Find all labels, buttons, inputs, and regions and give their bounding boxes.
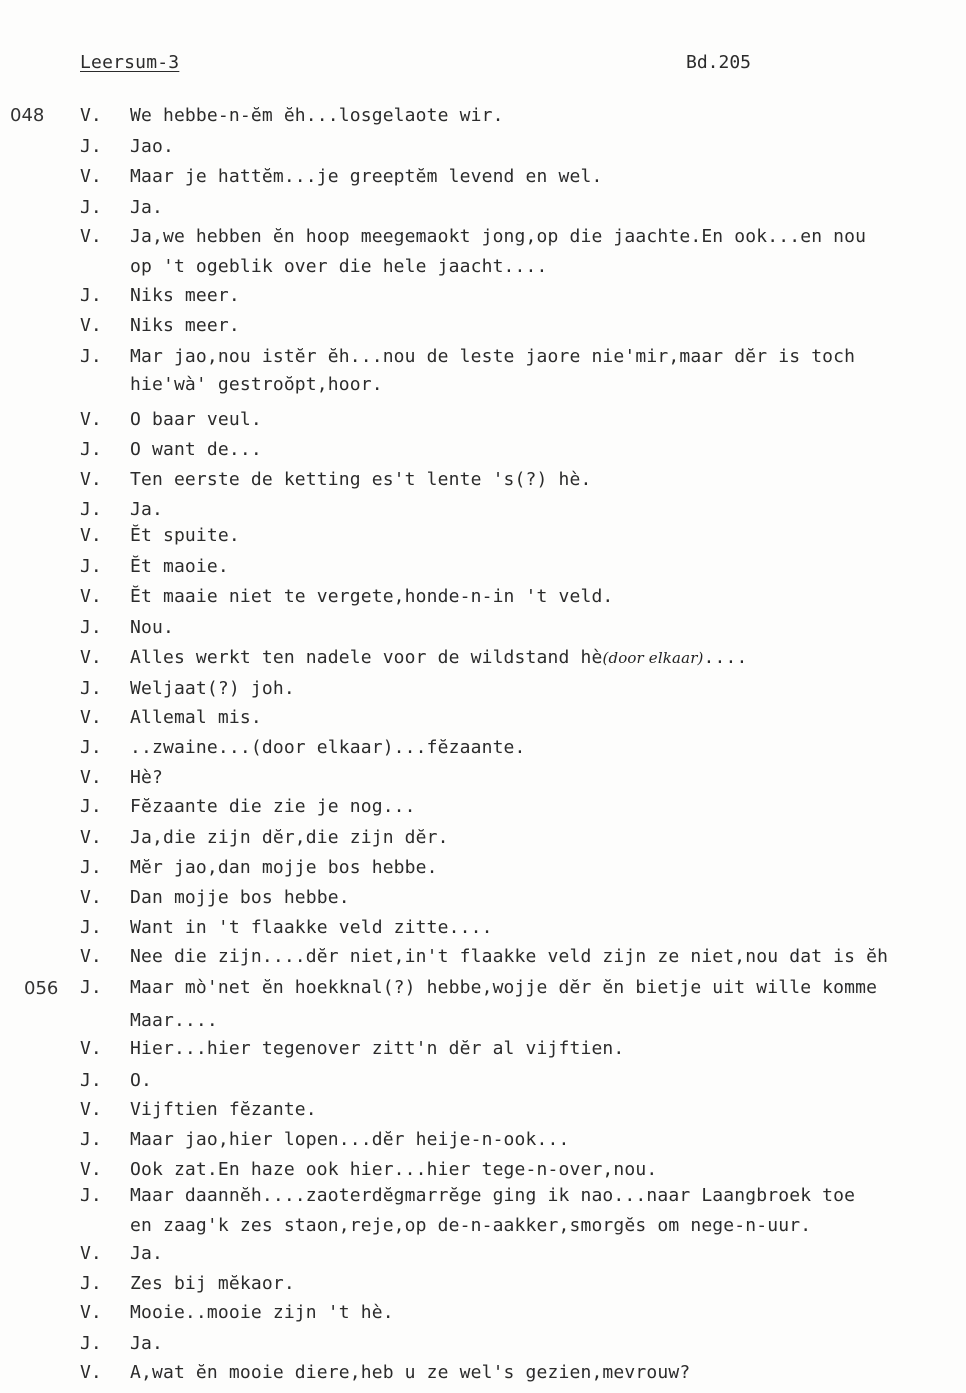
dialogue-line: [0, 737, 966, 765]
utterance-main: Want in 't flaakke veld zitte....: [130, 917, 493, 938]
dialogue-line: [0, 946, 966, 974]
speaker-label: J.: [80, 1333, 102, 1354]
utterance-text: [130, 256, 548, 277]
dialogue-line: [0, 887, 966, 915]
speaker-label: J.: [80, 917, 102, 938]
dialogue-line: [0, 857, 966, 885]
dialogue-line: [0, 707, 966, 735]
speaker-label: V.: [80, 469, 102, 490]
speaker-label: V.: [80, 707, 102, 728]
utterance-text: [130, 1099, 317, 1120]
dialogue-line: [0, 374, 966, 402]
dialogue-line: [0, 226, 966, 254]
utterance-text: [130, 917, 493, 938]
utterance-main: Alles werkt ten nadele voor de wildstand hè: [130, 647, 603, 668]
dialogue-line: [0, 285, 966, 313]
utterance-text: [130, 166, 602, 187]
dialogue-line: [0, 1302, 966, 1330]
utterance-text: [130, 678, 295, 699]
utterance-text: [130, 707, 262, 728]
utterance-main: Dan mojje bos hebbe.: [130, 887, 350, 908]
utterance-main: Zes bij mĕkaor.: [130, 1273, 295, 1294]
page-reference: Bd.205: [686, 52, 752, 73]
utterance-main: Ja,die zijn dĕr,die zijn dĕr.: [130, 827, 449, 848]
utterance-text: [130, 1362, 690, 1383]
speaker-label: V.: [80, 166, 102, 187]
dialogue-line: [0, 1185, 966, 1213]
dialogue-line: [0, 439, 966, 467]
dialogue-line: [0, 469, 966, 497]
utterance-text: [130, 946, 888, 967]
speaker-label: V.: [80, 226, 102, 247]
speaker-label: V.: [80, 1159, 102, 1180]
utterance-main: Nou.: [130, 617, 174, 638]
dialogue-line: [0, 105, 966, 133]
speaker-label: J.: [80, 439, 102, 460]
utterance-main: en zaag'k zes staon,reje,op de-n-aakker,smorgĕs om nege-n-uur.: [130, 1215, 812, 1236]
utterance-text: [130, 796, 416, 817]
dialogue-line: [0, 197, 966, 225]
dialogue-line: [0, 647, 966, 675]
dialogue-line: [0, 315, 966, 343]
utterance-text: [130, 136, 174, 157]
speaker-label: V.: [80, 647, 102, 668]
dialogue-line: [0, 1099, 966, 1127]
utterance-text: [130, 1010, 218, 1031]
utterance-text: [130, 647, 747, 668]
utterance-main: O.: [130, 1070, 152, 1091]
utterance-text: [130, 1273, 295, 1294]
dialogue-line: [0, 796, 966, 824]
utterance-main: Ja.: [130, 197, 163, 218]
utterance-main: hie'wà' gestroŏpt,hoor.: [130, 374, 383, 395]
dialogue-line: [0, 678, 966, 706]
margin-counter-048: 048: [10, 105, 45, 126]
utterance-text: [130, 1215, 811, 1236]
utterance-text: [130, 525, 240, 546]
dialogue-line: [0, 767, 966, 795]
speaker-label: J.: [80, 285, 102, 306]
dialogue-line: [0, 1038, 966, 1066]
speaker-label: J.: [80, 678, 102, 699]
utterance-main: Niks meer.: [130, 285, 240, 306]
utterance-main: op 't ogeblik over die hele jaacht....: [130, 256, 548, 277]
utterance-main: Mooie..mooie zijn 't hè.: [130, 1302, 394, 1323]
utterance-main: Mĕr jao,dan mojje bos hebbe.: [130, 857, 438, 878]
utterance-main: Weljaat(?) joh.: [130, 678, 295, 699]
utterance-main: Fĕzaante die zie je nog...: [130, 796, 416, 817]
utterance-text: [130, 1243, 163, 1264]
utterance-main: Ja.: [130, 1333, 163, 1354]
utterance-main: We hebbe-n-ĕm ĕh...losgelaote wir.: [130, 105, 504, 126]
speaker-label: J.: [80, 737, 102, 758]
utterance-text: [130, 346, 855, 367]
dialogue-line: [0, 586, 966, 614]
speaker-label: J.: [80, 1273, 102, 1294]
utterance-text: [130, 977, 877, 998]
utterance-main: Hè?: [130, 767, 163, 788]
dialogue-line: [0, 166, 966, 194]
utterance-text: [130, 1038, 624, 1059]
utterance-text: [130, 1185, 855, 1206]
dialogue-line: [0, 556, 966, 584]
utterance-main: Allemal mis.: [130, 707, 262, 728]
speaker-label: J.: [80, 1185, 102, 1206]
dialogue-line: [0, 617, 966, 645]
dialogue-line: [0, 525, 966, 553]
speaker-label: V.: [80, 1243, 102, 1264]
utterance-text: [130, 374, 383, 395]
dialogue-line: [0, 1243, 966, 1271]
utterance-main: Ĕt maaie niet te vergete,honde-n-in 't veld.: [130, 586, 614, 607]
speaker-label: V.: [80, 767, 102, 788]
speaker-label: J.: [80, 617, 102, 638]
utterance-text: [130, 1129, 569, 1150]
dialogue-line: [0, 1129, 966, 1157]
utterance-main: Nee die zijn....dĕr niet,in't flaakke veld zijn ze niet,nou dat is ĕh: [130, 946, 889, 967]
speaker-label: J.: [80, 556, 102, 577]
speaker-label: V.: [80, 586, 102, 607]
utterance-text: [130, 586, 613, 607]
utterance-main: O baar veul.: [130, 409, 262, 430]
speaker-label: V.: [80, 105, 102, 126]
dialogue-line: [0, 136, 966, 164]
utterance-main: A,wat ĕn mooie diere,heb u ze wel's gezien,mevrouw?: [130, 1362, 691, 1383]
utterance-text: [130, 1302, 394, 1323]
speaker-label: J.: [80, 1129, 102, 1150]
utterance-main: Maar mò'net ĕn hoekknal(?) hebbe,wojje dĕr ĕn bietje uit wille komme: [130, 977, 878, 998]
utterance-main: O want de...: [130, 439, 262, 460]
speaker-label: V.: [80, 1099, 102, 1120]
speaker-label: V.: [80, 1362, 102, 1383]
margin-counter-056: 056: [24, 978, 59, 999]
utterance-main: Vijftien fĕzante.: [130, 1099, 317, 1120]
dialogue-line: [0, 1273, 966, 1301]
utterance-text: [130, 737, 526, 758]
utterance-main: Ja,we hebben ĕn hoop meegemaokt jong,op die jaachte.En ook...en nou: [130, 226, 867, 247]
speaker-label: V.: [80, 1302, 102, 1323]
dialogue-line: [0, 409, 966, 437]
utterance-main: Ten eerste de ketting es't lente 's(?) hè.: [130, 469, 592, 490]
speaker-label: J.: [80, 857, 102, 878]
dialogue-line: [0, 917, 966, 945]
speaker-label: J.: [80, 796, 102, 817]
utterance-main: Maar je hattĕm...je greeptĕm levend en wel.: [130, 166, 603, 187]
speaker-label: J.: [80, 977, 102, 998]
utterance-main: Mar jao,nou istĕr ĕh...nou de leste jaore nie'mir,maar dĕr is toch: [130, 346, 856, 367]
utterance-main: Ĕt maoie.: [130, 556, 229, 577]
utterance-main: Ja.: [130, 499, 163, 520]
utterance-main: Ja.: [130, 1243, 163, 1264]
utterance-text: [130, 285, 240, 306]
utterance-text: [130, 105, 504, 126]
utterance-text: [130, 226, 866, 247]
speaker-label: J.: [80, 1070, 102, 1091]
handwritten-annotation: (door elkaar): [602, 649, 704, 667]
speaker-label: J.: [80, 346, 102, 367]
speaker-label: V.: [80, 827, 102, 848]
utterance-main: Maar....: [130, 1010, 218, 1031]
speaker-label: J.: [80, 499, 102, 520]
utterance-main: Ook zat.En haze ook hier...hier tege-n-over,nou.: [130, 1159, 658, 1180]
utterance-main: Niks meer.: [130, 315, 240, 336]
speaker-label: J.: [80, 136, 102, 157]
document-title: Leersum-3: [80, 52, 180, 73]
speaker-label: V.: [80, 946, 102, 967]
utterance-main: ..zwaine...(door elkaar)...fĕzaante.: [130, 737, 526, 758]
speaker-label: J.: [80, 197, 102, 218]
dialogue-line: [0, 1215, 966, 1243]
utterance-main: Hier...hier tegenover zitt'n dĕr al vijftien.: [130, 1038, 625, 1059]
speaker-label: V.: [80, 1038, 102, 1059]
utterance-tail: ....: [703, 647, 748, 668]
utterance-text: [130, 469, 591, 490]
speaker-label: V.: [80, 409, 102, 430]
speaker-label: V.: [80, 525, 102, 546]
speaker-label: V.: [80, 887, 102, 908]
dialogue-line: [0, 1159, 966, 1187]
utterance-text: [130, 315, 240, 336]
utterance-main: Ĕt spuite.: [130, 525, 240, 546]
utterance-text: [130, 1333, 163, 1354]
dialogue-line: [0, 1070, 966, 1098]
speaker-label: V.: [80, 315, 102, 336]
dialogue-line: [0, 346, 966, 374]
dialogue-line: [0, 827, 966, 855]
utterance-text: [130, 617, 174, 638]
dialogue-line: [0, 977, 966, 1005]
dialogue-line: [0, 1362, 966, 1390]
utterance-text: [130, 197, 163, 218]
utterance-text: [130, 887, 350, 908]
utterance-text: [130, 556, 229, 577]
utterance-main: Maar daannĕh....zaoterdĕgmarrĕge ging ik nao...naar Laangbroek toe: [130, 1185, 856, 1206]
dialogue-line: [0, 256, 966, 284]
dialogue-line: [0, 1010, 966, 1038]
utterance-text: [130, 827, 449, 848]
utterance-main: Maar jao,hier lopen...dĕr heije-n-ook...: [130, 1129, 570, 1150]
utterance-main: Jao.: [130, 136, 174, 157]
dialogue-line: [0, 1333, 966, 1361]
utterance-text: [130, 409, 262, 430]
utterance-text: [130, 767, 163, 788]
dialogue-line: [0, 499, 966, 527]
utterance-text: [130, 1159, 657, 1180]
utterance-text: [130, 439, 262, 460]
utterance-text: [130, 499, 163, 520]
utterance-text: [130, 857, 438, 878]
utterance-text: [130, 1070, 152, 1091]
